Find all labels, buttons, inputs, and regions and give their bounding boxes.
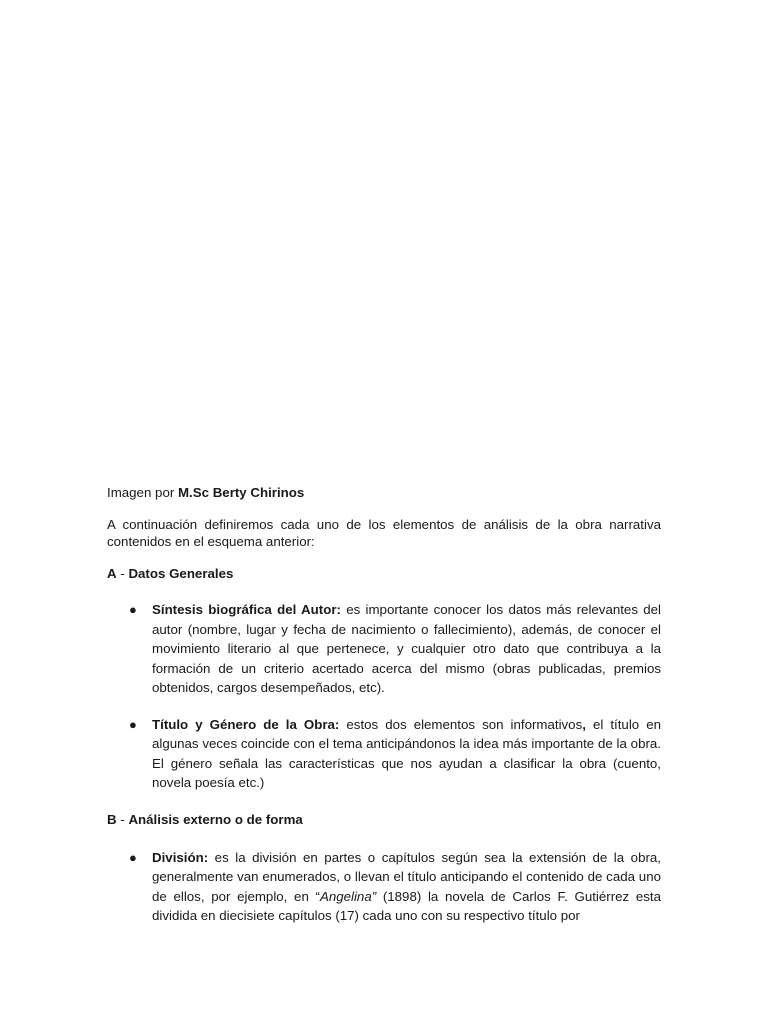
term-sintesis-biografica: Síntesis biográfica del Autor: [152,602,341,617]
section-b-heading [107,810,661,830]
list-item-sintesis-biografica [107,600,661,698]
list-item-division [107,848,661,926]
definition-titulo-genero-part2: el título en algunas veces coincide con el tema anticipándonos la idea más importante de la obra. El género señala las características que nos ayudan a clasificar la obra (cuento, novela poesía etc.) [152,716,662,790]
definition-titulo-genero-comma: , [582,716,586,732]
book-title-angelina: Angelina” [319,888,377,904]
section-a-letter: A [107,566,117,581]
definition-sintesis-biografica: es importante conocer los datos más relevantes del autor (nombre, lugar y fecha de nacimiento o fallecimiento), además, de conocer el movimiento literario al que pertenece, y cualquier otro dato que contribuya a la formación de un criterio acertado acerca del mismo (obras publicadas, premios obtenidos, cargos desempeñados, etc). [152,602,661,695]
credit-author: M.Sc Berty Chirinos [177,485,305,500]
definition-division-part1: es la división en partes o capítulos según sea la extensión de la obra, generalmente van enumerados, o llevan el título anticipando el contenido de cada uno de ellos, por ejemplo, en “ [152,849,661,904]
section-b-title: Análisis externo o de forma [128,811,303,827]
intro-paragraph: A continuación definiremos cada uno de los elementos de análisis de la obra narrativa contenidos en el esquema anterior: [107,517,661,549]
bullet-icon: ● [129,849,137,865]
credit-prefix: Imagen por [107,485,178,500]
bullet-icon: ● [129,716,137,732]
section-a-heading [107,564,661,584]
bullet-icon: ● [129,602,137,617]
section-b-separator: - [116,811,129,827]
definition-titulo-genero-part1: estos dos elementos son informativos [339,716,583,732]
section-b-letter: B [107,811,117,827]
section-a-title: Datos Generales [128,566,234,581]
list-item-titulo-genero [107,715,661,793]
section-a-separator: - [116,566,129,581]
term-division: División: [152,849,209,865]
image-credit [107,483,661,503]
document-page [107,483,661,943]
term-titulo-genero: Título y Género de la Obra: [152,716,340,732]
section-a-list [107,600,661,793]
section-b-list [107,848,661,926]
definition-division-part2: (1898) la novela de Carlos F. Gutiérrez esta dividida en diecisiete capítulos (17) cada uno con su respectivo título por [152,888,661,923]
